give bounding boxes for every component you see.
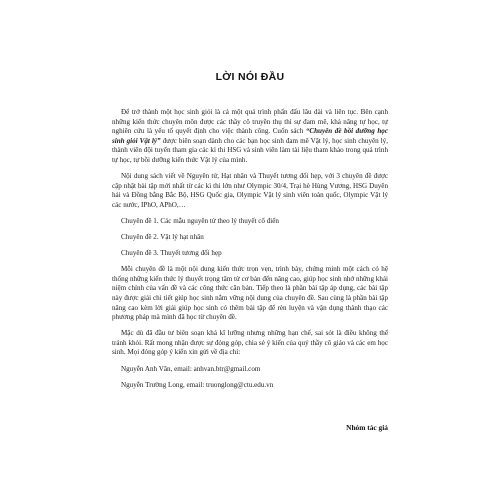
intro-text-before: Để trở thành một học sinh giỏi là cả một quá trình phấn đấu lâu dài và liên tục. Bên cạnh những kiến thức chuyên môn được các thầy cô truyền thụ thì sự đam mê, khả năng tự học, tự nghiên cứu là yếu tố quyết định cho việc thành công. Cuốn sách [112,108,388,136]
feedback-paragraph: Mặc dù đã đầu tư biên soạn khá kĩ lưỡng nhưng những hạn chế, sai sót là điều không thể tránh khỏi. Rất mong nhận được sự đóng góp, chia sẻ ý kiến của quý thầy cô giáo và các em học sinh. Mọi đóng góp ý kiến xin gửi về địa chỉ: [112,329,388,357]
topic-item-2: Chuyên đề 2. Vật lý hạt nhân [121,233,204,242]
content-paragraph: Nội dung sách viết về Nguyên tử, Hạt nhân và Thuyết tương đối hẹp, với 3 chuyên đề được cập nhật bài tập mới nhất từ các kì thi lớn như Olympic 30/4, Trại hè Hùng Vương, HSG Duyên hải và Đồng bằng Bắc Bộ, HSG Quốc gia, Olympic Vật lý sinh viên toàn quốc, Olympic Vật lý các nước, IPhO, APhO,… [112,172,388,209]
contact-item-1: Nguyễn Anh Văn, email: anhvan.btr@gmail.com [121,364,261,373]
intro-text-after: được biên soạn dành cho các bạn học sinh đam mê Vật lý, học sinh chuyên lý, thành viên đội tuyển tham gia các kì thi HSG và sinh viên làm tài liệu tham khảo trong quá trình tự học, tự bồi dưỡng kiến thức Vật lý của mình. [112,136,388,164]
book-title: “Chuyên đề bồi dưỡng học sinh giỏi Vật lý” [112,127,388,145]
intro-paragraph [112,108,388,166]
topic-item-3: Chuyên đề 3. Thuyết tương đối hẹp [121,249,222,258]
contact-item-2: Nguyễn Trường Long, email: truonglong@ctu.edu.vn [121,380,274,389]
signature: Nhóm tác giả [346,423,388,432]
document-body [112,108,388,397]
structure-paragraph: Mỗi chuyên đề là một nội dung kiến thức trọn vẹn, trình bày, chứng minh một cách có hệ thống những kiến thức lý thuyết trọng tâm từ cơ bản đến nâng cao, giúp học sinh nhớ những khái niệm chính của vấn đề và các công thức căn bản. Tiếp theo là phần bài tập áp dụng, các bài tập này được giải chi tiết giúp học sinh nắm vững nội dung của chuyên đề. Sau cùng là phần bài tập nâng cao kèm lời giải giúp học sinh có thêm bài tập để rèn luyện và vận dụng thành thạo các phương pháp mà mình đã học từ chuyên đề. [112,265,388,322]
page-title: LỜI NÓI ĐẦU [215,71,285,83]
topic-item-1: Chuyên đề 1. Các mẫu nguyên tử theo lý thuyết cổ điển [121,216,279,225]
